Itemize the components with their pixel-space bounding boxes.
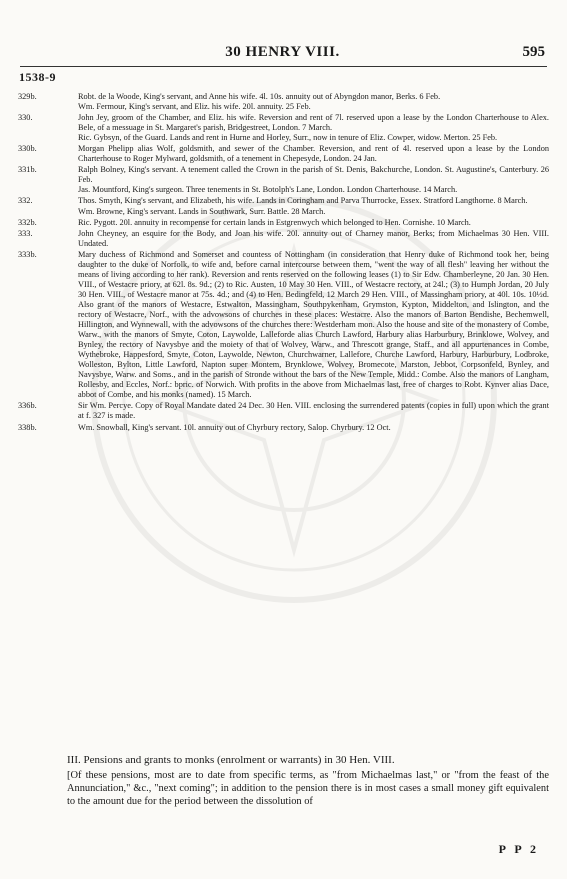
running-head: 30 HENRY VIII. <box>225 44 340 60</box>
section-note: [Of these pensions, most are to date from specific terms, as "from Michaelmas last," or "from the feast of the Annunciation," &c., "next coming"; in addition to the pension there is in most cases a small money gift equivalent to the amount due for the period between the dissolution of <box>67 770 549 807</box>
entry <box>18 250 549 401</box>
entry-text: Robt. de la Woode, King's servant, and Anne his wife. 4l. 10s. annuity out of Abyngdon manor, Berks. 6 Feb. <box>78 92 441 101</box>
year-mark: 1538-9 <box>19 70 56 84</box>
entry-subtext: Ric. Gybsyn, of the Guard. Lands and rent in Hurne and Horley, Surr., now in tenure of Eliz. Cowper, widow. Merton. 25 Feb. <box>78 133 498 143</box>
entry <box>18 113 549 143</box>
entry-ref: 332. <box>18 196 33 206</box>
entry-ref: 331b. <box>18 165 37 175</box>
entry-ref: 329b. <box>18 92 37 101</box>
signature-mark: P P 2 <box>498 842 539 856</box>
entry-text: Mary duchess of Richmond and Somerset and countess of Nottingham (in consideration that Henry duke of Richmond took her, being daughter to the duke of Norfolk, to wife and, before carnal intercourse between them, "went the way of all flesh" leaving her without the means of living according to her rank). Reversion and rents reserved on the following leases (1) to Sir Edw. Chamberleyne, 20 Jan. 30 Hen. VIII., of Westacre priory, at 62l. 8s. 9d.; (2) to Ric. Austen, 10 May 30 Hen. VIII., of Westacre rectory, at 24l.; (3) to Humph Jordan, 20 July 30 Hen. VIII., of Westacre manor at 75s. 4d.; and (4) to Hen. Bedingfeld, 12 March 29 Hen. VIII., of Massingham priory, at 40l. 10s. 10½d. Also grant of the manors of Westacre, Estwalton, Massingham, Southpykenham, Grymston, Kypton, Middelton, and Islington, and the rectory of Westacre, Norf., with the advowsons of churches in these places: Westacre. Also the manors of Barton Bendishe, Bechemwell, Hillington, and Wynnewall, with the advowsons of the churches there: Westderham mon. Also the house and site of the monastery of Combe, Warw., with the manors of Smyte, Coton, Laywolde, Lalleforde alias Church Lawford, Harbury alias Harburbury, Brinklowe, Wolvey, and Bynley, the rectory of Navysbye and the moiety of that of Wolvey, Warw., and Threscott grange, Staff., and all appurtenances in Combe, Wythebroke, Happesford, Smyte, Coton, Laywolde, Newton, Churchwarner, Lalleforе, Churche Lawford, Harbury, Harburbury, Lodbroke, Wolleston, Bylton, Little Lawford, Napton super Montem, Brynklowe, Wolvey, Bromecote, Marston, Jebbot, Corpsonfeld, Bynley, and Navysbye, Warw. and Soms., and in the parish of Stronde without the bars of the New Temple, Midd.: Combe. Also the manors of Langham, Rollesby, and Eccles, Norf.: bpric. of Norwich. With profits in the above from Michaelmas last, free of charges to Robt. Kynver alias Dace, abbot of Combe, and his monks (named). 15 March. <box>78 249 549 400</box>
entry <box>18 196 549 216</box>
entry-ref: 333b. <box>18 249 37 259</box>
entry-ref: 336b. <box>18 401 37 411</box>
entry-subtext: Wm. Fermour, King's servant, and Eliz. his wife. 20l. annuity. 25 Feb. <box>78 102 311 112</box>
entry-list <box>18 92 549 434</box>
entry <box>18 401 549 421</box>
entry-text: Thos. Smyth, King's servant, and Elizabeth, his wife. Lands in Coringham and Parva Thurrocke, Essex. Stratford Langthorne. 8 March. <box>78 196 528 206</box>
page-number: 595 <box>522 44 545 60</box>
entry <box>18 144 549 164</box>
entry-text: Wm. Snowball, King's servant. 10l. annuity out of Chyrbury rectory, Salop. Chyrbury. 12 Oct. <box>78 422 391 432</box>
section-title: III. Pensions and grants to monks (enrolment or warrants) in 30 Hen. VIII. <box>67 754 395 766</box>
header-rule <box>20 66 547 67</box>
entry-ref: 330b. <box>18 144 37 154</box>
entry <box>18 165 549 195</box>
entry-text: John Cheyney, an esquire for the Body, and Joan his wife. 20l. annuity out of Charney manor, Berks; from Michaelmas 30 Hen. VIII. Undated. <box>78 228 549 248</box>
entry <box>18 229 549 249</box>
entry-ref: 333. <box>18 228 33 238</box>
entry-ref: 332b. <box>18 217 37 227</box>
entry <box>18 92 549 112</box>
entry-text: Ralph Bolney, King's servant. A tenement called the Crown in the parish of St. Denis, Bakchurche, London. St. Augustine's, Canterbury. 26 Feb. <box>78 165 549 185</box>
entry-text: Sir Wm. Percye. Copy of Royal Mandate dated 24 Dec. 30 Hen. VIII. enclosing the surrendered patents (copies in full) upon which the grant at f. 327 is made. <box>78 401 549 421</box>
entry-text: Ric. Pygott. 20l. annuity in recompense for certain lands in Estgrenwych which belonged to Hen. Cornishe. 10 March. <box>78 217 471 227</box>
entry-subtext: Jas. Mountford, King's surgeon. Three tenements in St. Botolph's Lane, London. London Charterhouse. 14 March. <box>78 185 458 195</box>
entry-text: John Jey, groom of the Chamber, and Eliz. his wife. Reversion and rent of 7l. reserved upon a lease by the London Charterhouse to Alex. Bele, of a messuage in St. Margaret's parish, Bridgestreet, London. 7 March. <box>78 113 549 133</box>
entry-subtext: Wm. Browne, King's servant. Lands in Southwark, Surr. Battle. 28 March. <box>78 206 326 216</box>
entry <box>18 423 549 433</box>
entry-ref: 338b. <box>18 422 37 432</box>
page-header <box>20 44 545 64</box>
entry <box>18 218 549 228</box>
entry-ref: 330. <box>18 113 33 123</box>
entry-text: Morgan Phelipp alias Wolf, goldsmith, and sewer of the Chamber. Reversion, and rent of 4l. reserved upon a lease by the London Charterhouse to Roger Mylward, goldsmith, of a tenement in Chepesyde, London. 24 Jan. <box>78 144 549 164</box>
section-iii <box>60 753 549 808</box>
